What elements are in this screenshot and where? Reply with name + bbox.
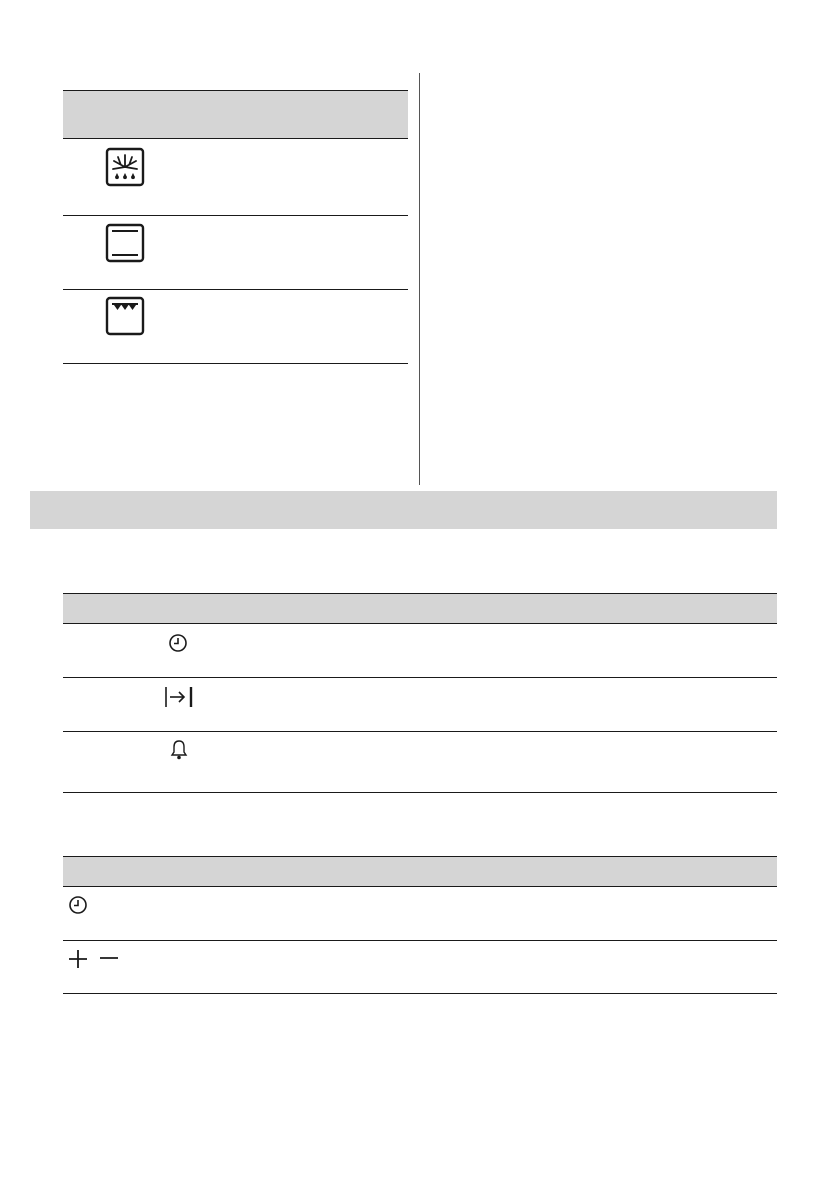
table-row [63,732,777,792]
defrost-icon [105,147,145,187]
bell-icon [169,738,189,762]
end-arrow-icon [164,685,194,709]
plus-icon [67,948,89,970]
table-row [63,678,777,731]
clock-icon [168,633,188,653]
program-table-rule [63,363,408,364]
table-row [63,216,408,289]
table-row [63,887,777,940]
buttons-table-header [63,856,777,886]
buttons-table-rule [63,856,777,857]
program-table-rule [63,90,408,91]
clock-table-header [63,593,777,623]
table-row [63,941,777,993]
section-heading-band [30,491,777,529]
clock-table-rule [63,792,777,793]
clock-icon [68,895,88,915]
conventional-cooking-icon [105,223,145,263]
table-row [63,139,408,215]
program-table-header [63,90,408,138]
clock-table-rule [63,593,777,594]
table-row [63,624,777,677]
buttons-table-rule [63,993,777,994]
minus-icon [98,948,120,970]
column-divider [419,73,420,485]
table-row [63,290,408,363]
top-heat-icon [105,296,145,336]
